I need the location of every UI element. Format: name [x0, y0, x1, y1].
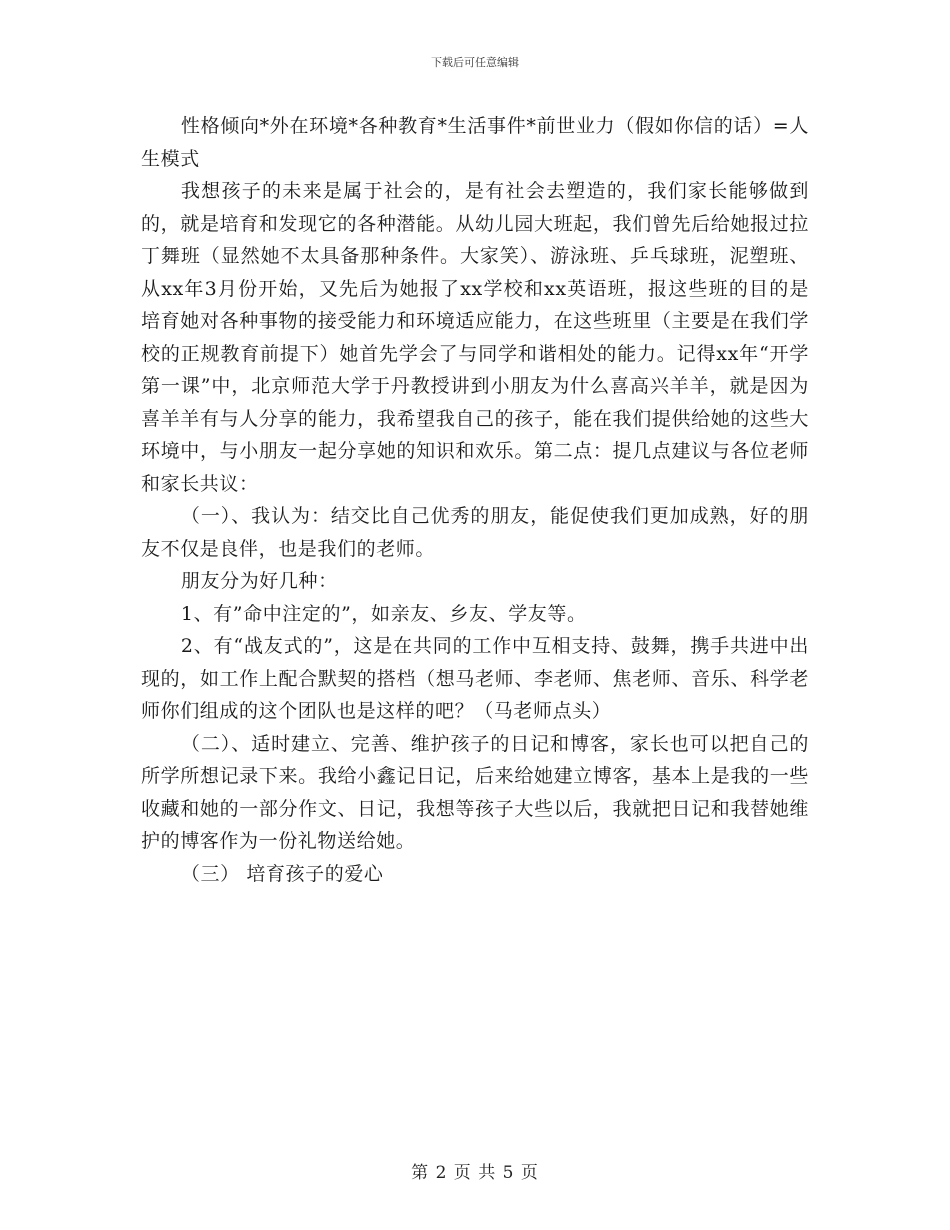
paragraph-friend-types: 朋友分为好几种：: [180, 570, 338, 592]
page-header-note: 下载后可任意编辑: [431, 56, 519, 69]
paragraph-formula: 性格倾向*外在环境*各种教育*生活事件*前世业力（假如你信的话）=人生模式: [141, 115, 809, 170]
paragraph-suggestion-three: （三） 培育孩子的爱心: [180, 862, 384, 885]
paragraph-suggestion-two: （二）、适时建立、完善、维护孩子的日记和博客，家长也可以把自己的所学所想记录下来。我给小鑫记日记，后来给她建立博客，基本上是我的一些收藏和她的一部分作文、日记，我想等孩子大些以后，我就把日记和我替她维护的博客作为一份礼物送给她。: [141, 732, 809, 852]
list-item-comrade-friends: 2、有“战友式的”，这是在共同的工作中互相支持、鼓舞，携手共进中出现的，如工作上配合默契的搭档（想马老师、李老师、焦老师、音乐、科学老师你们组成的这个团队也是这样的吧？（马老师点头）: [141, 635, 809, 722]
paragraph-children-future: 我想孩子的未来是属于社会的，是有社会去塑造的，我们家长能够做到的，就是培育和发现它的各种潜能。从幼儿园大班起，我们曾先后给她报过拉丁舞班（显然她不太具备那种条件。大家笑）、游泳班、乒乓球班，泥塑班、从xx年3月份开始，又先后为她报了xx学校和xx英语班，报这些班的目的是培育她对各种事物的接受能力和环境适应能力，在这些班里（主要是在我们学校的正规教育前提下）她首先学会了与同学和谐相处的能力。记得xx年“开学第一课”中，北京师范大学于丹教授讲到小朋友为什么喜高兴羊羊，就是因为喜羊羊有与人分享的能力，我希望我自己的孩子，能在我们提供给她的这些大环境中，与小朋友一起分享她的知识和欢乐。第二点：提几点建议与各位老师和家长共议：: [141, 180, 809, 495]
page-footer-number: 第 2 页 共 5 页: [411, 1163, 539, 1183]
document-body: [141, 110, 809, 890]
paragraph-suggestion-one: （一）、我认为：结交比自己优秀的朋友，能促使我们更加成熟，好的朋友不仅是良伴，也是我们的老师。: [141, 505, 809, 560]
list-item-destined-friends: 1、有”命中注定的”，如亲友、乡友、学友等。: [180, 602, 587, 625]
